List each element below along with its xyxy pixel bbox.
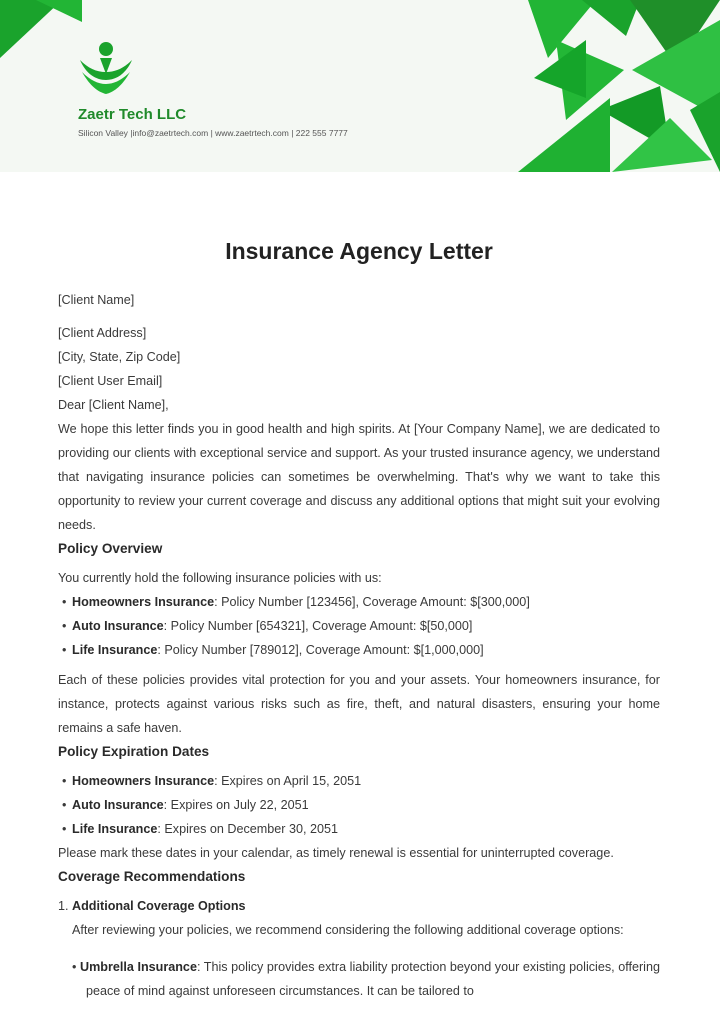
list-item: • Life Insurance: Policy Number [789012], Coverage Amount: $[1,000,000] bbox=[62, 643, 484, 657]
expiration-list bbox=[58, 769, 660, 841]
expiration-heading: Policy Expiration Dates bbox=[58, 744, 210, 759]
company-logo-icon bbox=[76, 40, 136, 98]
client-address: [Client Address] bbox=[58, 326, 147, 340]
list-item: • Auto Insurance: Policy Number [654321], Coverage Amount: $[50,000] bbox=[62, 619, 473, 633]
letter-body bbox=[58, 236, 660, 1015]
client-city-state-zip: [City, State, Zip Code] bbox=[58, 350, 181, 364]
recommendation-text: After reviewing your policies, we recommend considering the following additional coverage options: bbox=[72, 923, 624, 937]
expiration-closing: Please mark these dates in your calendar, as timely renewal is essential for uninterrupted coverage. bbox=[58, 846, 614, 860]
recommendations-heading: Coverage Recommendations bbox=[58, 869, 246, 884]
list-item: • Life Insurance: Expires on December 30, 2051 bbox=[62, 822, 339, 836]
list-item: • Homeowners Insurance: Policy Number [123456], Coverage Amount: $[300,000] bbox=[62, 595, 530, 609]
client-name: [Client Name] bbox=[58, 293, 135, 307]
policy-overview-heading: Policy Overview bbox=[58, 541, 163, 556]
policy-overview-lead: You currently hold the following insurance policies with us: bbox=[58, 571, 382, 585]
list-item: • Umbrella Insurance: This policy provides extra liability protection beyond your existing policies, offering peace of mind against unforeseen circumstances. It can be tailored to bbox=[72, 959, 660, 998]
letterhead bbox=[0, 0, 720, 172]
list-item: 1. Additional Coverage Options bbox=[58, 899, 246, 913]
intro-paragraph: We hope this letter finds you in good health and high spirits. At [Your Company Name], we are dedicated to providing our clients with exceptional service and support. As your trusted insurance agency, we understand that navigating insurance policies can sometimes be overwhelming. That's why we want to take this opportunity to review your current coverage and discuss any additional options that might suit your evolving needs. bbox=[58, 422, 660, 532]
company-contact-line: Silicon Valley |info@zaetrtech.com | www.zaetrtech.com | 222 555 7777 bbox=[78, 128, 348, 138]
list-item: • Auto Insurance: Expires on July 22, 2051 bbox=[62, 798, 309, 812]
letter-title: Insurance Agency Letter bbox=[225, 238, 493, 264]
salutation: Dear [Client Name], bbox=[58, 398, 169, 412]
policy-overview-closing: Each of these policies provides vital protection for you and your assets. Your homeowners insurance, for instance, protects against various risks such as fire, theft, and natural disasters, ensuring your home remains a safe haven. bbox=[58, 673, 660, 735]
policy-list bbox=[58, 590, 660, 662]
list-item: • Homeowners Insurance: Expires on April 15, 2051 bbox=[62, 774, 362, 788]
company-name: Zaetr Tech LLC bbox=[78, 106, 187, 123]
client-email: [Client User Email] bbox=[58, 374, 163, 388]
